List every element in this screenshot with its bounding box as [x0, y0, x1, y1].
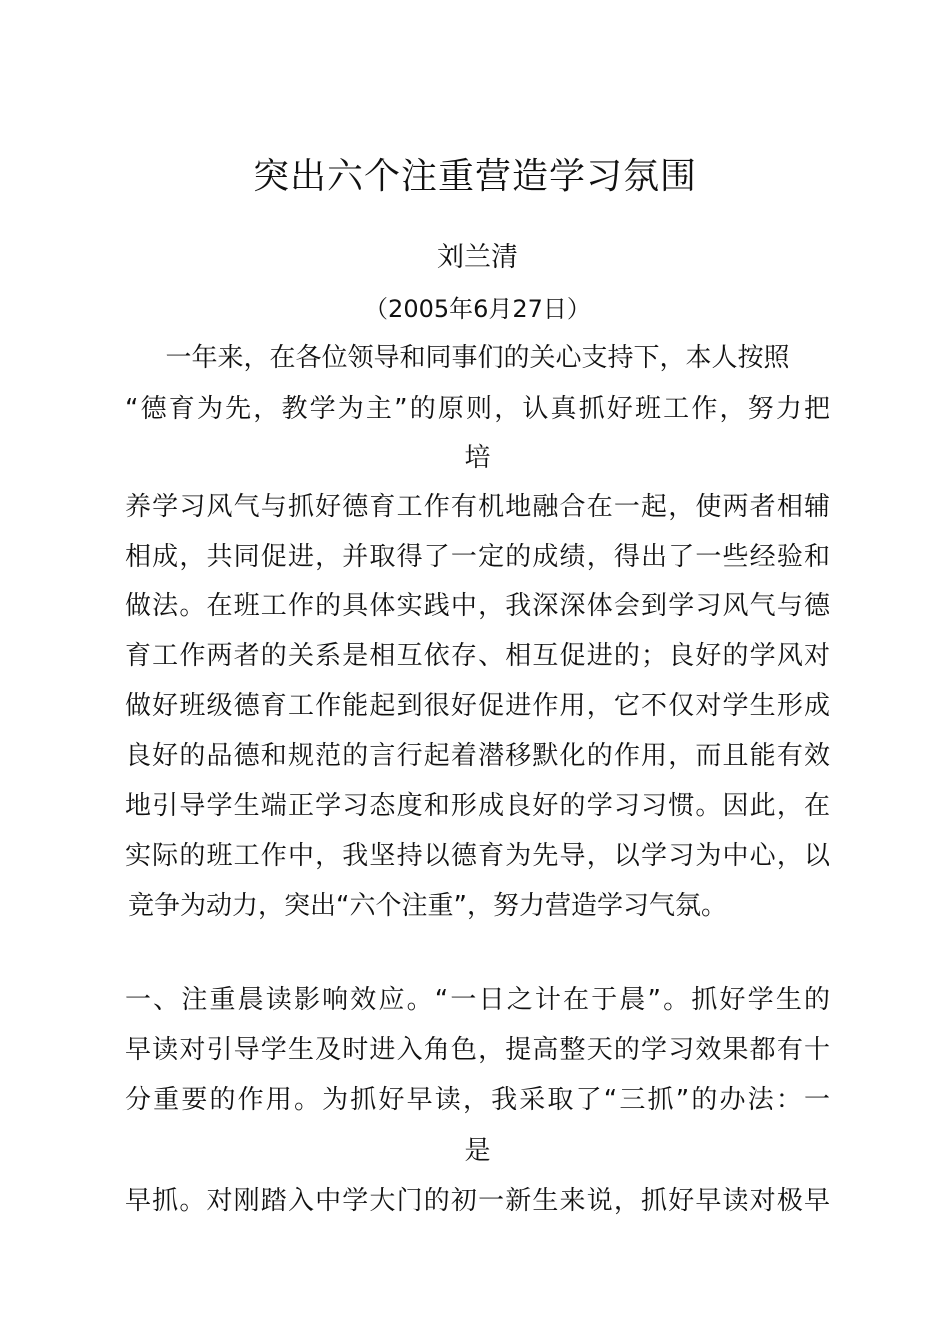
- paragraph-line: 相成，共同促进，并取得了一定的成绩，得出了一些经验和: [125, 542, 830, 572]
- paragraph-line: 早抓。对刚踏入中学大门的初一新生来说，抓好早读对极早: [125, 1186, 830, 1216]
- paragraph-line: “德育为先，教学为主”的原则，认真抓好班工作，努力把: [125, 394, 830, 424]
- paragraph-line: 一年来，在各位领导和同事们的关心支持下，本人按照: [165, 343, 790, 373]
- document-date: （2005年6月27日）: [364, 295, 591, 323]
- paragraph-line: 早读对引导学生及时进入角色，提高整天的学习效果都有十: [125, 1035, 830, 1065]
- author-name: 刘兰清: [437, 242, 518, 273]
- section-heading-line: 一、注重晨读影响效应。“一日之计在于晨”。抓好学生的: [125, 985, 830, 1015]
- paragraph-line: 做法。在班工作的具体实践中，我深深体会到学习风气与德: [125, 591, 830, 621]
- paragraph-line: 是: [464, 1136, 491, 1166]
- paragraph-line: 分重要的作用。为抓好早读，我采取了“三抓”的办法：一: [125, 1085, 830, 1115]
- paragraph-line: 竞争为动力，突出“六个注重”，努力营造学习气氛。: [128, 891, 727, 921]
- document-title: 突出六个注重营造学习氛围: [252, 156, 697, 197]
- paragraph-line: 做好班级德育工作能起到很好促进作用，它不仅对学生形成: [125, 691, 830, 721]
- paragraph-line: 养学习风气与抓好德育工作有机地融合在一起，使两者相辅: [125, 492, 830, 522]
- paragraph-line: 实际的班工作中，我坚持以德育为先导，以学习为中心，以: [125, 841, 830, 871]
- paragraph-line: 培: [464, 443, 491, 473]
- paragraph-line: 良好的品德和规范的言行起着潜移默化的作用，而且能有效: [125, 741, 830, 771]
- paragraph-line: 育工作两者的关系是相互依存、相互促进的；良好的学风对: [125, 641, 830, 671]
- paragraph-line: 地引导学生端正学习态度和形成良好的学习习惯。因此，在: [125, 791, 830, 821]
